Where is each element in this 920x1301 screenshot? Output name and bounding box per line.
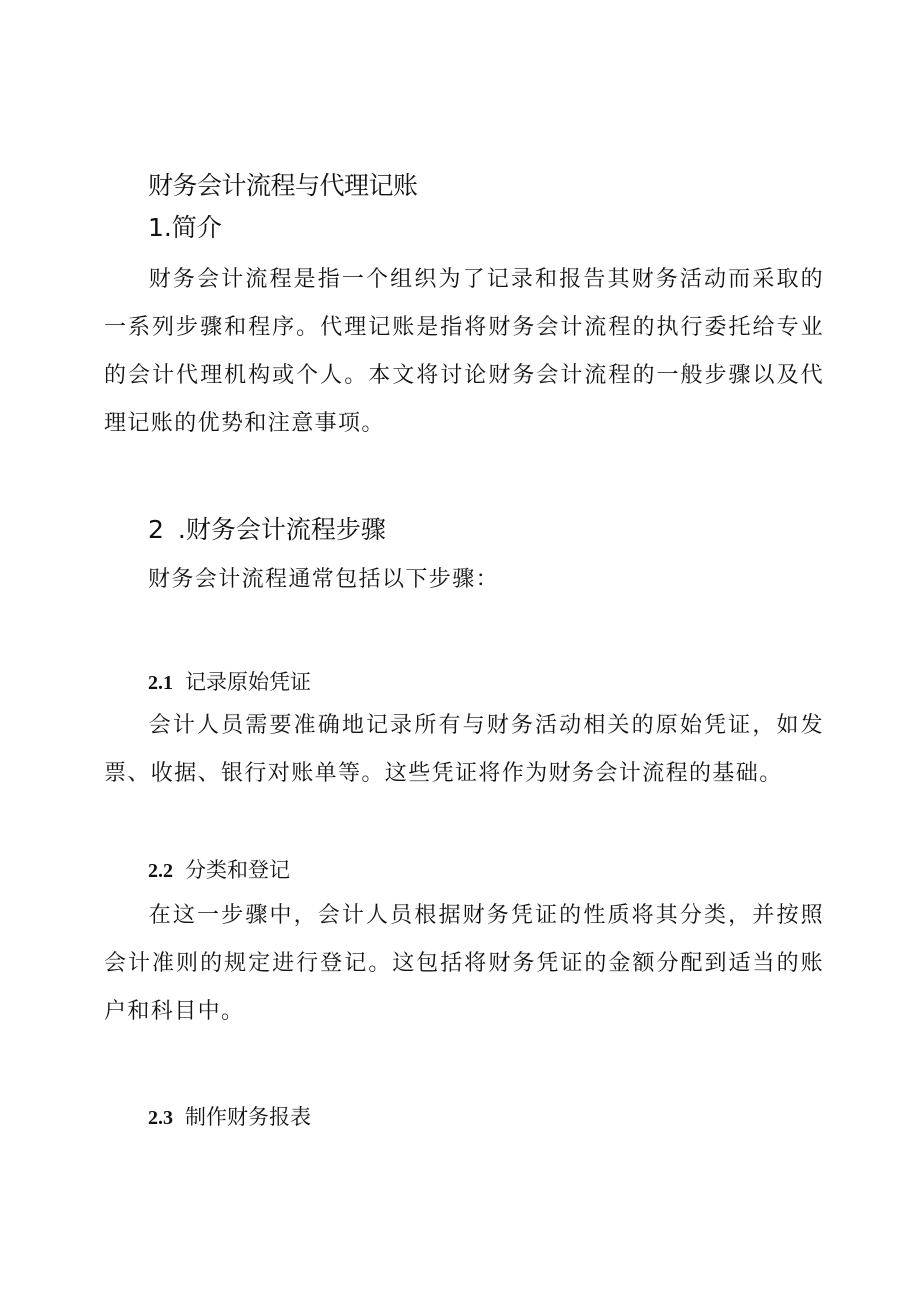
subsection-number: 2.1 <box>148 672 173 694</box>
subsection-paragraph-text: 会计人员需要准确地记录所有与财务活动相关的原始凭证，如发票、收据、银行对账单等。这些凭证将作为财务会计流程的基础。 <box>104 713 824 786</box>
subsection-paragraph-2-1 <box>104 702 824 798</box>
section-heading-steps <box>148 512 386 548</box>
subsection-heading-2-3 <box>148 1102 311 1133</box>
subsection-title: 记录原始凭证 <box>185 670 311 694</box>
subsection-number: 2.3 <box>148 1107 173 1129</box>
subsection-title: 制作财务报表 <box>185 1105 311 1129</box>
section-heading-steps-text: .财务会计流程步骤 <box>177 515 386 544</box>
intro-paragraph <box>104 256 824 448</box>
section-heading-steps-number: 2 <box>148 515 164 544</box>
subsection-paragraph-text: 在这一步骤中，会计人员根据财务凭证的性质将其分类，并按照会计准则的规定进行登记。这包括将财务凭证的金额分配到适当的账户和科目中。 <box>104 903 824 1024</box>
subsection-number: 2.2 <box>148 860 173 882</box>
subsection-heading-2-2 <box>148 855 290 886</box>
intro-paragraph-text: 财务会计流程是指一个组织为了记录和报告其财务活动而采取的一系列步骤和程序。代理记账是指将财务会计流程的执行委托给专业的会计代理机构或个人。本文将讨论财务会计流程的一般步骤以及代理记账的优势和注意事项。 <box>104 267 824 436</box>
subsection-paragraph-2-2 <box>104 892 824 1036</box>
subsection-title: 分类和登记 <box>185 858 290 882</box>
subsection-heading-2-1 <box>148 667 311 698</box>
section-heading-intro: 1.简介 <box>148 213 222 242</box>
steps-lead-text: 财务会计流程通常包括以下步骤： <box>148 567 500 592</box>
document-title: 财务会计流程与代理记账 <box>148 171 418 200</box>
